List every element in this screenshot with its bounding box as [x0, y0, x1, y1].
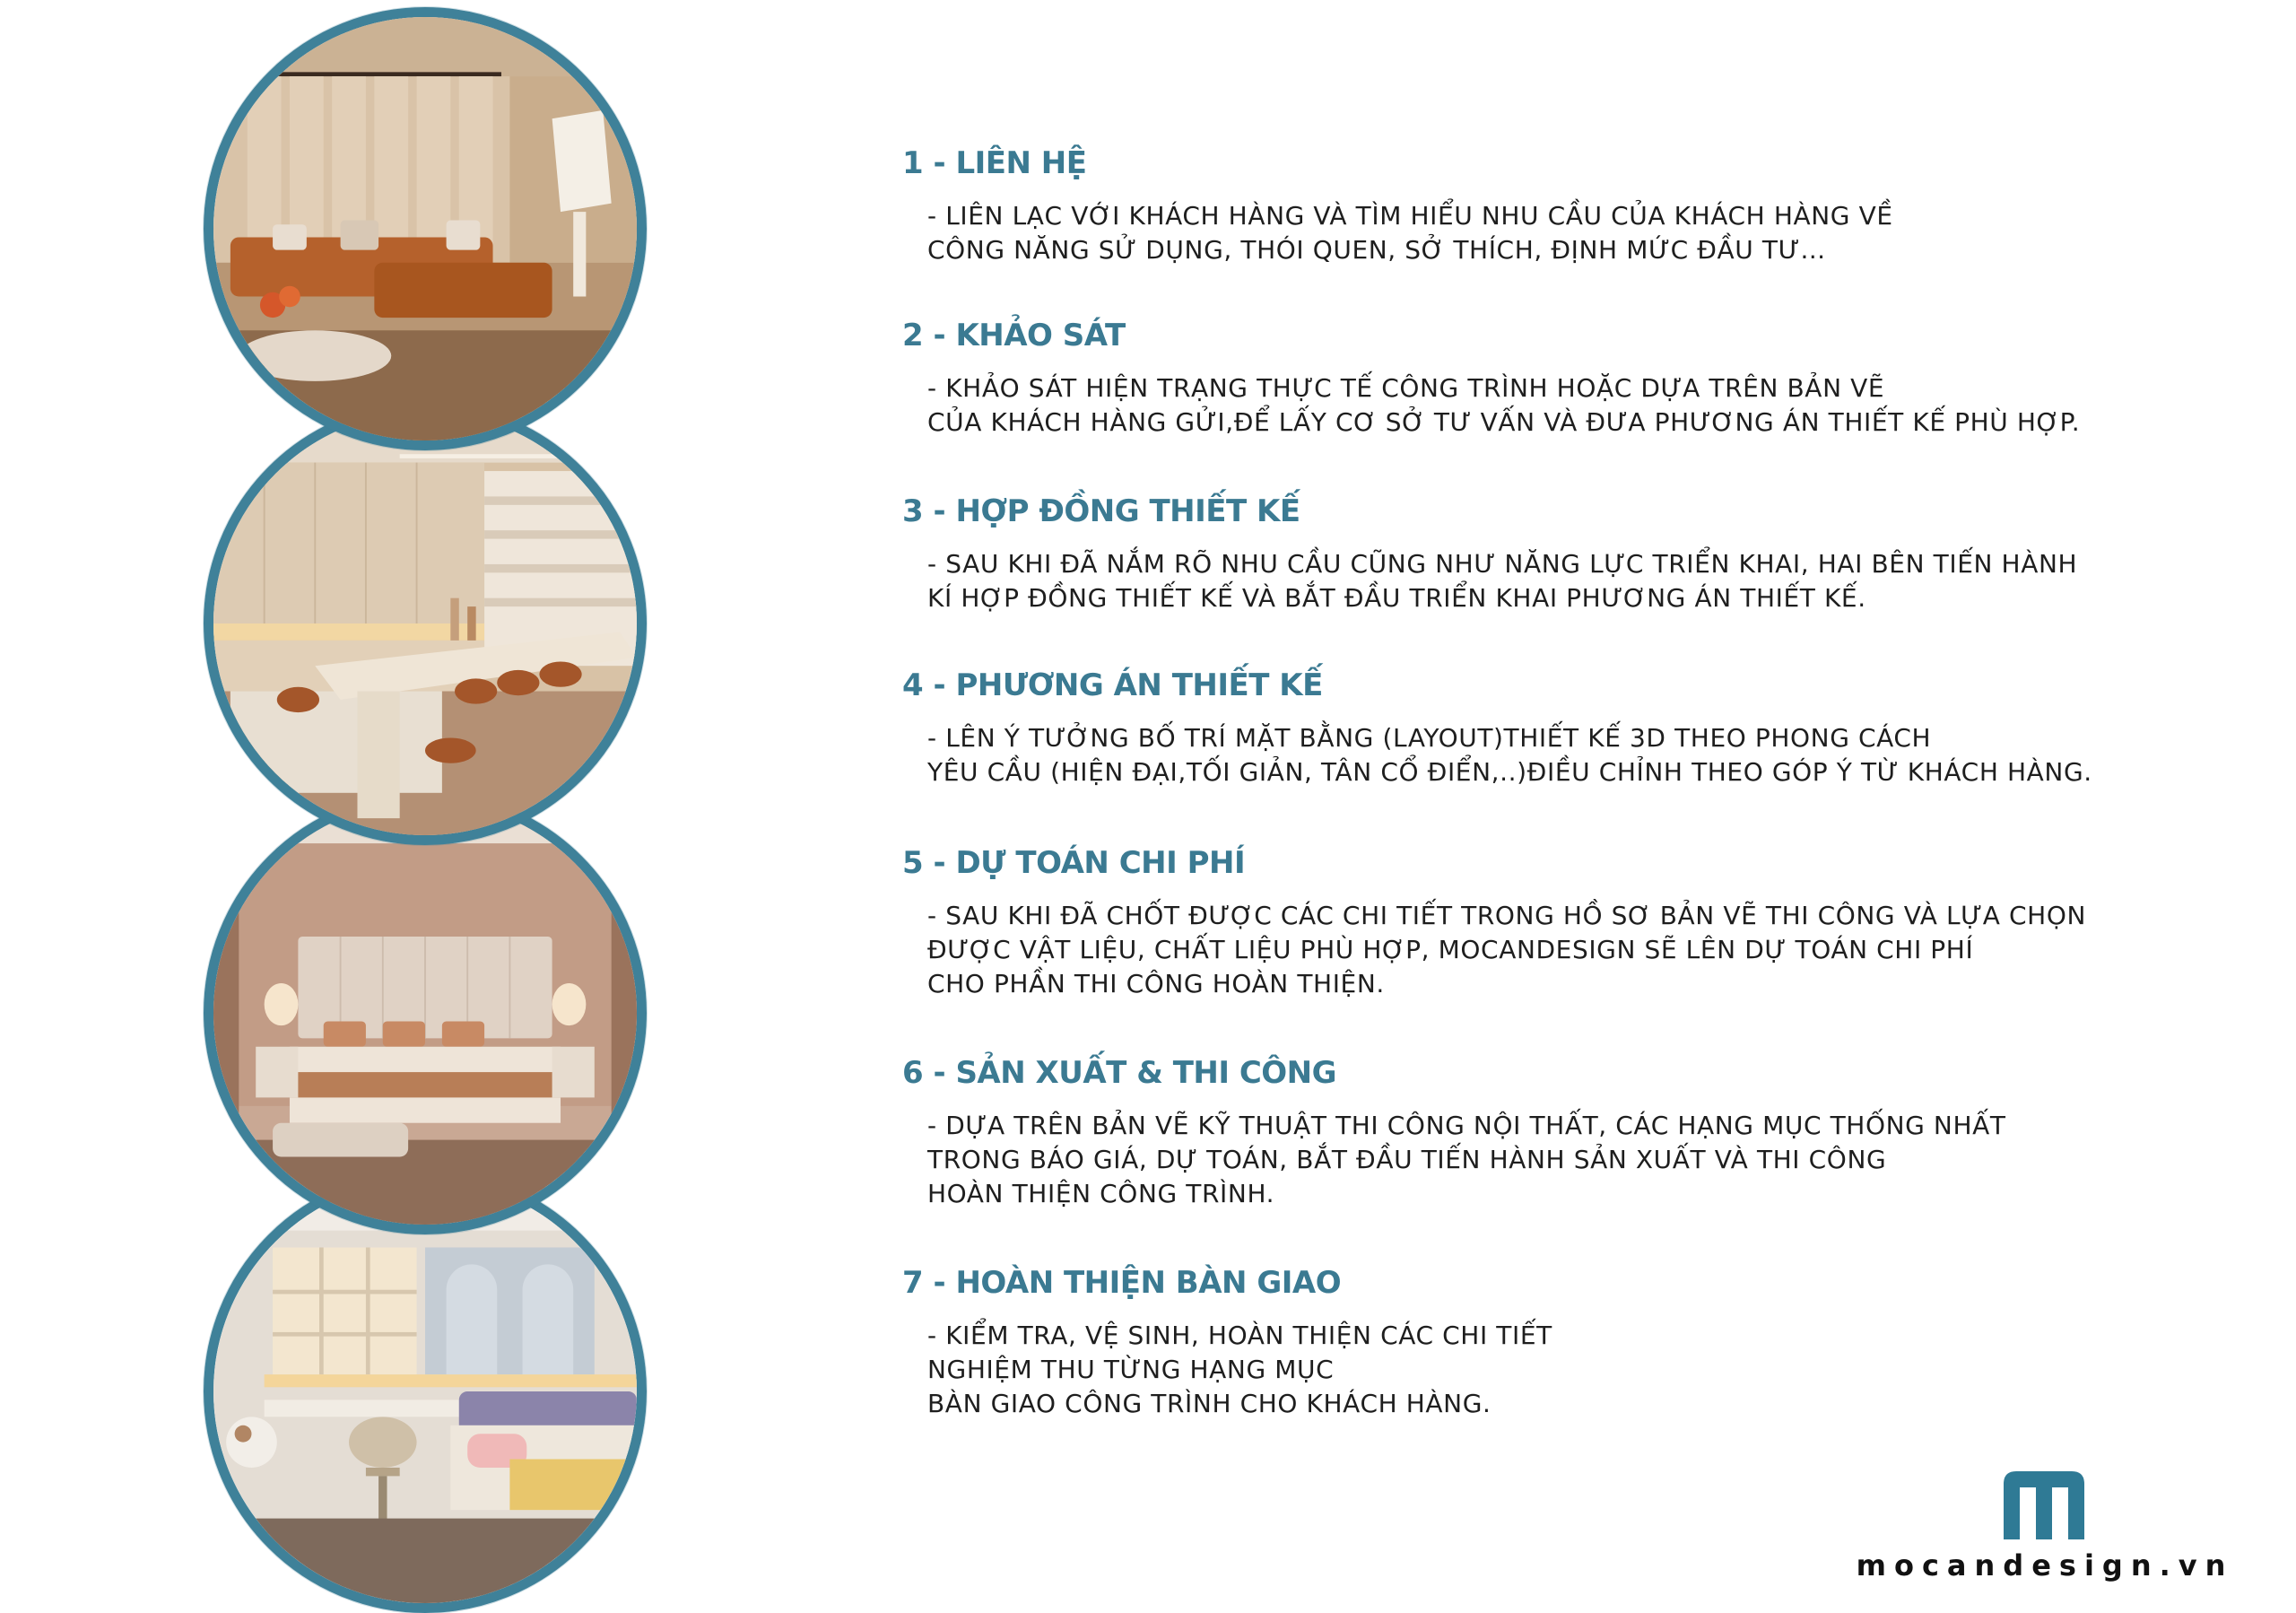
- step-4: [902, 666, 2176, 789]
- brand-logo[interactable]: [1812, 1471, 2278, 1588]
- step-description: [927, 1319, 2176, 1421]
- step-description-line: - DỰA TRÊN BẢN VẼ KỸ THUẬT THI CÔNG NỘI THẤT, CÁC HẠNG MỤC THỐNG NHẤT: [927, 1111, 2006, 1140]
- step-description-line: - KHẢO SÁT HIỆN TRẠNG THỰC TẾ CÔNG TRÌNH HOẶC DỰA TRÊN BẢN VẼ: [927, 373, 1885, 403]
- step-3: [902, 492, 2176, 615]
- step-description: [927, 371, 2176, 440]
- step-description: [927, 547, 2176, 615]
- step-title: 1 - LIÊN HỆ: [902, 145, 1087, 181]
- step-title: 4 - PHƯƠNG ÁN THIẾT KẾ: [902, 667, 1323, 703]
- step-description: [927, 899, 2176, 1001]
- step-description-line: CÔNG NĂNG SỬ DỤNG, THÓI QUEN, SỞ THÍCH, ĐỊNH MỨC ĐẦU TƯ…: [927, 235, 1826, 265]
- kids-bedroom-photo: [204, 1170, 647, 1613]
- step-description-line: KÍ HỢP ĐỒNG THIẾT KẾ VÀ BẮT ĐẦU TRIỂN KHAI PHƯƠNG ÁN THIẾT KẾ.: [927, 583, 1866, 613]
- step-title: 3 - HỢP ĐỒNG THIẾT KẾ: [902, 493, 1300, 529]
- step-description-line: - SAU KHI ĐÃ CHỐT ĐƯỢC CÁC CHI TIẾT TRONG HỒ SƠ BẢN VẼ THI CÔNG VÀ LỰA CHỌN: [927, 901, 2087, 930]
- step-1: [902, 144, 2176, 267]
- step-description: [927, 1109, 2176, 1211]
- kitchen-dining-photo: [204, 402, 647, 845]
- step-description-line: - LIÊN LẠC VỚI KHÁCH HÀNG VÀ TÌM HIỂU NHU CẦU CỦA KHÁCH HÀNG VỀ: [927, 201, 1893, 231]
- master-bedroom-photo: [204, 791, 647, 1234]
- step-description-line: - LÊN Ý TƯỞNG BỐ TRÍ MẶT BẰNG (LAYOUT)THIẾT KẾ 3D THEO PHONG CÁCH: [927, 723, 1932, 753]
- step-description-line: BÀN GIAO CÔNG TRÌNH CHO KHÁCH HÀNG.: [927, 1389, 1492, 1418]
- step-description-line: TRONG BÁO GIÁ, DỰ TOÁN, BẮT ĐẦU TIẾN HÀNH SẢN XUẤT VÀ THI CÔNG: [927, 1145, 1887, 1174]
- step-description-line: ĐƯỢC VẬT LIỆU, CHẤT LIỆU PHÙ HỢP, MOCANDESIGN SẼ LÊN DỰ TOÁN CHI PHÍ: [927, 935, 1974, 964]
- step-description: [927, 721, 2176, 789]
- living-room-photo: [204, 7, 647, 450]
- step-2: [902, 316, 2176, 440]
- step-description-line: CỦA KHÁCH HÀNG GỬI,ĐỂ LẤY CƠ SỞ TƯ VẤN VÀ ĐƯA PHƯƠNG ÁN THIẾT KẾ PHÙ HỢP.: [927, 407, 2081, 437]
- step-description-line: - KIỂM TRA, VỆ SINH, HOÀN THIỆN CÁC CHI TIẾT: [927, 1321, 1552, 1350]
- step-description-line: - SAU KHI ĐÃ NẮM RÕ NHU CẦU CŨNG NHƯ NĂNG LỰC TRIỂN KHAI, HAI BÊN TIẾN HÀNH: [927, 549, 2078, 579]
- step-7: [902, 1263, 2176, 1421]
- step-title: 7 - HOÀN THIỆN BÀN GIAO: [902, 1265, 1342, 1301]
- logo-mark-icon: [2004, 1471, 2084, 1539]
- step-description-line: NGHIỆM THU TỪNG HẠNG MỤC: [927, 1355, 1335, 1384]
- step-description: [927, 199, 2176, 267]
- step-title: 2 - KHẢO SÁT: [902, 318, 1126, 353]
- logo-text: mocandesign.vn: [1856, 1548, 2234, 1582]
- step-description-line: HOÀN THIỆN CÔNG TRÌNH.: [927, 1179, 1275, 1208]
- step-6: [902, 1053, 2176, 1211]
- step-description-line: CHO PHẦN THI CÔNG HOÀN THIỆN.: [927, 969, 1385, 998]
- step-title: 5 - DỰ TOÁN CHI PHÍ: [902, 845, 1246, 881]
- step-description-line: YÊU CẦU (HIỆN ĐẠI,TỐI GIẢN, TÂN CỔ ĐIỂN,..)ĐIỀU CHỈNH THEO GÓP Ý TỪ KHÁCH HÀNG.: [927, 757, 2092, 787]
- step-5: [902, 843, 2176, 1001]
- step-title: 6 - SẢN XUẤT & THI CÔNG: [902, 1055, 1337, 1091]
